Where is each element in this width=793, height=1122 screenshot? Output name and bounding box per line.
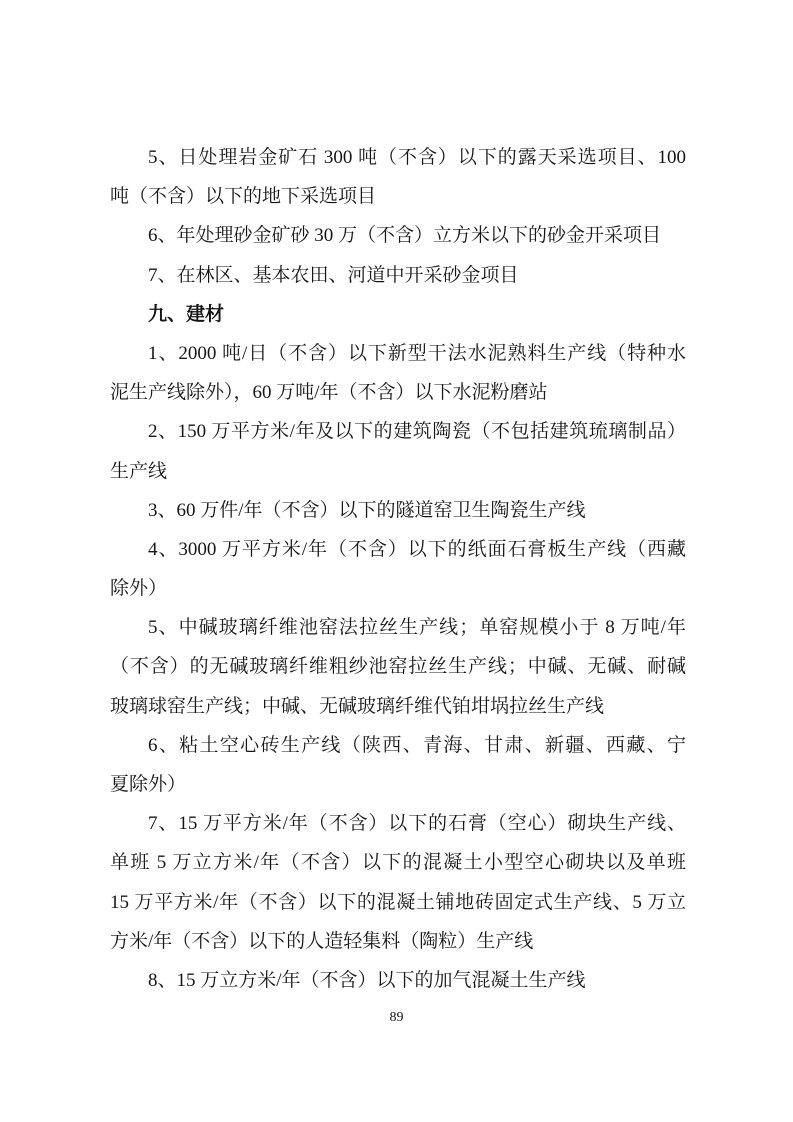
building-materials-item-6: [110, 726, 686, 804]
building-materials-item-7: [110, 804, 686, 961]
paragraph-line: 7、15 万平方米/年（不含）以下的石膏（空心）砌块生产线、: [148, 813, 686, 835]
section-heading: 九、建材: [148, 303, 225, 325]
paragraph-line: 生产线: [110, 460, 168, 482]
paragraph-line: 吨（不含）以下的地下采选项目: [110, 186, 377, 208]
paragraph-line: 3、60 万件/年（不含）以下的隧道窑卫生陶瓷生产线: [148, 499, 586, 521]
paragraph-line: 4、3000 万平方米/年（不含）以下的纸面石膏板生产线（西藏: [148, 538, 686, 560]
paragraph-line: 夏除外）: [110, 774, 187, 795]
page-number: 89: [389, 1010, 404, 1025]
paragraph-line: 泥生产线除外），60 万吨/年（不含）以下水泥粉磨站: [110, 382, 548, 404]
mining-item-5: [110, 138, 686, 216]
paragraph-line: 5、中碱玻璃纤维池窑法拉丝生产线；单窑规模小于 8 万吨/年: [148, 617, 686, 639]
paragraph-line: 5、日处理岩金矿石 300 吨（不含）以下的露天采选项目、100: [148, 147, 686, 168]
paragraph-line: 2、150 万平方米/年及以下的建筑陶瓷（不包括建筑琉璃制品）: [148, 421, 686, 443]
paragraph-line: （不含）的无碱玻璃纤维粗纱池窑拉丝生产线；中碱、无碱、耐碱: [110, 656, 686, 678]
document-body: [110, 138, 686, 1000]
paragraph-line: 除外）: [110, 578, 168, 600]
paragraph-line: 15 万平方米/年（不含）以下的混凝土铺地砖固定式生产线、5 万立: [110, 891, 686, 913]
paragraph-line: 6、年处理砂金矿砂 30 万（不含）立方米以下的砂金开采项目: [148, 225, 662, 247]
paragraph-line: 1、2000 吨/日（不含）以下新型干法水泥熟料生产线（特种水: [148, 342, 686, 364]
paragraph-line: 6、粘土空心砖生产线（陕西、青海、甘肃、新疆、西藏、宁: [148, 734, 686, 756]
paragraph-line: 单班 5 万立方米/年（不含）以下的混凝土小型空心砌块以及单班: [110, 852, 686, 874]
building-materials-item-2: [110, 412, 686, 490]
paragraph-line: 方米/年（不含）以下的人造轻集料（陶粒）生产线: [110, 930, 534, 952]
paragraph-line: 8、15 万立方米/年（不含）以下的加气混凝土生产线: [148, 969, 586, 991]
building-materials-item-1: [110, 334, 686, 412]
paragraph-line: 玻璃球窑生产线；中碱、无碱玻璃纤维代铂坩埚拉丝生产线: [110, 695, 605, 717]
building-materials-item-5: [110, 608, 686, 726]
building-materials-item-8: [110, 961, 686, 1000]
paragraph-line: 7、在林区、基本农田、河道中开采砂金项目: [148, 264, 519, 286]
building-materials-item-4: [110, 530, 686, 608]
mining-item-6: [110, 216, 686, 255]
mining-item-7: [110, 256, 686, 295]
building-materials-item-3: [110, 491, 686, 530]
